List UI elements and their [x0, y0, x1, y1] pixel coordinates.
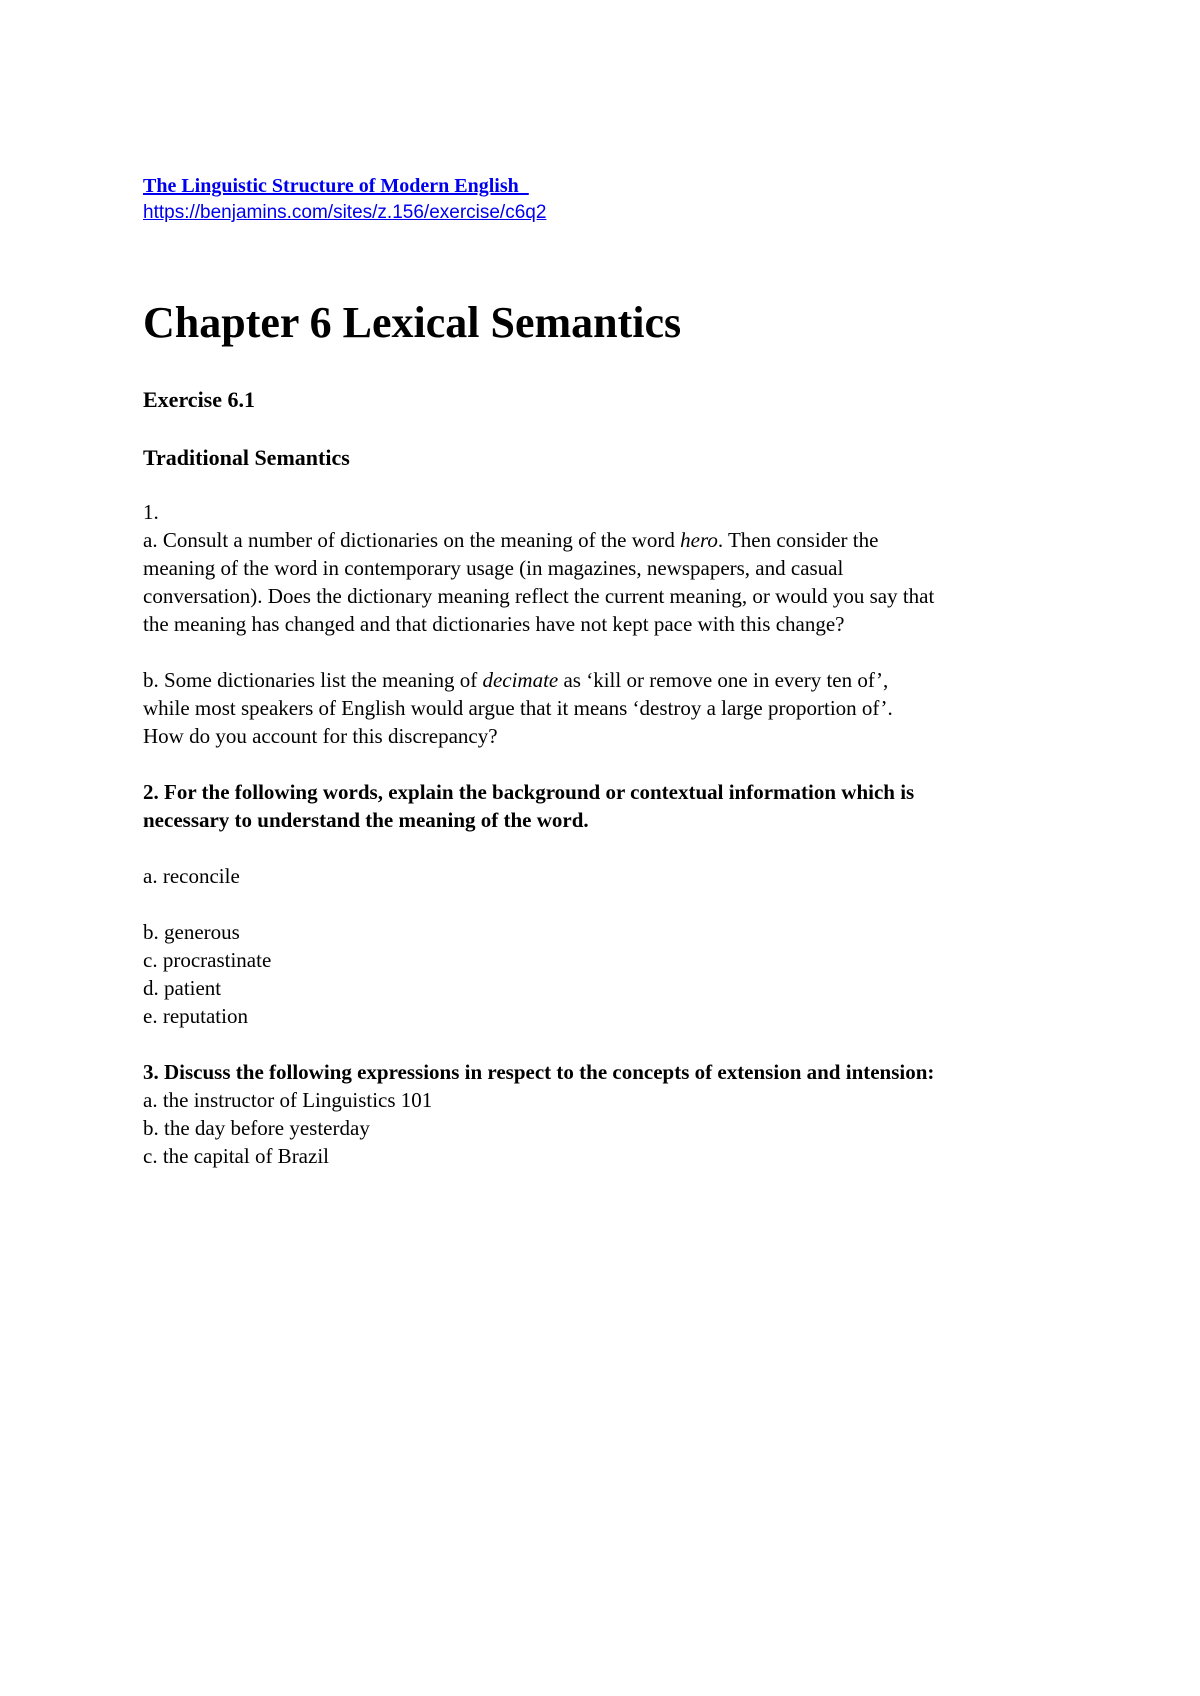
- question-3-prompt-text: Discuss the following expressions in respect to the concepts of extension and intension:: [158, 1060, 935, 1084]
- spacer: [143, 1030, 1073, 1058]
- book-title-link[interactable]: The Linguistic Structure of Modern English: [143, 175, 529, 197]
- question-1b-text-end: as ‘kill or remove one in every ten of’,: [558, 668, 889, 692]
- spacer: [143, 638, 1073, 666]
- question-2: [143, 778, 1073, 1030]
- spacer: [143, 750, 1073, 778]
- question-1a: [143, 526, 1073, 554]
- question-2-prompt-line-1: For the following words, explain the background or contextual information which is: [158, 780, 915, 804]
- question-2-prompt: [143, 778, 1073, 806]
- question-1-number: 1.: [143, 500, 159, 524]
- question-2-item: b. generous: [143, 920, 240, 944]
- question-2-number: 2.: [143, 780, 159, 804]
- question-2-item: a. reconcile: [143, 864, 240, 888]
- question-2-item: e. reputation: [143, 1004, 248, 1028]
- question-1b-line-3: How do you account for this discrepancy?: [143, 724, 498, 748]
- question-1b-text: b. Some dictionaries list the meaning of: [143, 668, 483, 692]
- question-3-item: c. the capital of Brazil: [143, 1144, 329, 1168]
- question-3-prompt: [143, 1058, 1073, 1086]
- question-2-prompt-line-2: necessary to understand the meaning of the word.: [143, 808, 589, 832]
- question-1b-term: decimate: [482, 668, 559, 692]
- question-2-item: d. patient: [143, 976, 222, 1000]
- spacer: [143, 834, 1073, 862]
- question-3-item: a. the instructor of Linguistics 101: [143, 1088, 433, 1112]
- document-page: [143, 172, 1073, 1170]
- exercise-url-link[interactable]: https://benjamins.com/sites/z.156/exercise/c6q2: [143, 202, 547, 223]
- question-1a-text: a. Consult a number of dictionaries on the meaning of the word: [143, 528, 681, 552]
- section-heading: Traditional Semantics: [143, 445, 350, 470]
- exercise-heading: Exercise 6.1: [143, 387, 256, 412]
- question-1b-line-2: while most speakers of English would argue that it means ‘destroy a large proportion of’.: [143, 696, 893, 720]
- question-3-item: b. the day before yesterday: [143, 1116, 370, 1140]
- question-1: [143, 498, 1073, 750]
- chapter-title: Chapter 6 Lexical Semantics: [143, 298, 682, 347]
- question-1a-text-end: . Then consider the: [717, 528, 879, 552]
- question-1a-term: hero: [680, 528, 718, 552]
- question-1a-line-3: conversation). Does the dictionary meaning reflect the current meaning, or would you say that: [143, 584, 935, 608]
- question-1a-line-2: meaning of the word in contemporary usage (in magazines, newspapers, and casual: [143, 556, 844, 580]
- question-1a-line-4: the meaning has changed and that dictionaries have not kept pace with this change?: [143, 612, 845, 636]
- question-3: [143, 1058, 1073, 1170]
- question-3-number: 3.: [143, 1060, 159, 1084]
- spacer: [143, 890, 1073, 918]
- question-1b: [143, 666, 1073, 694]
- question-2-item: c. procrastinate: [143, 948, 272, 972]
